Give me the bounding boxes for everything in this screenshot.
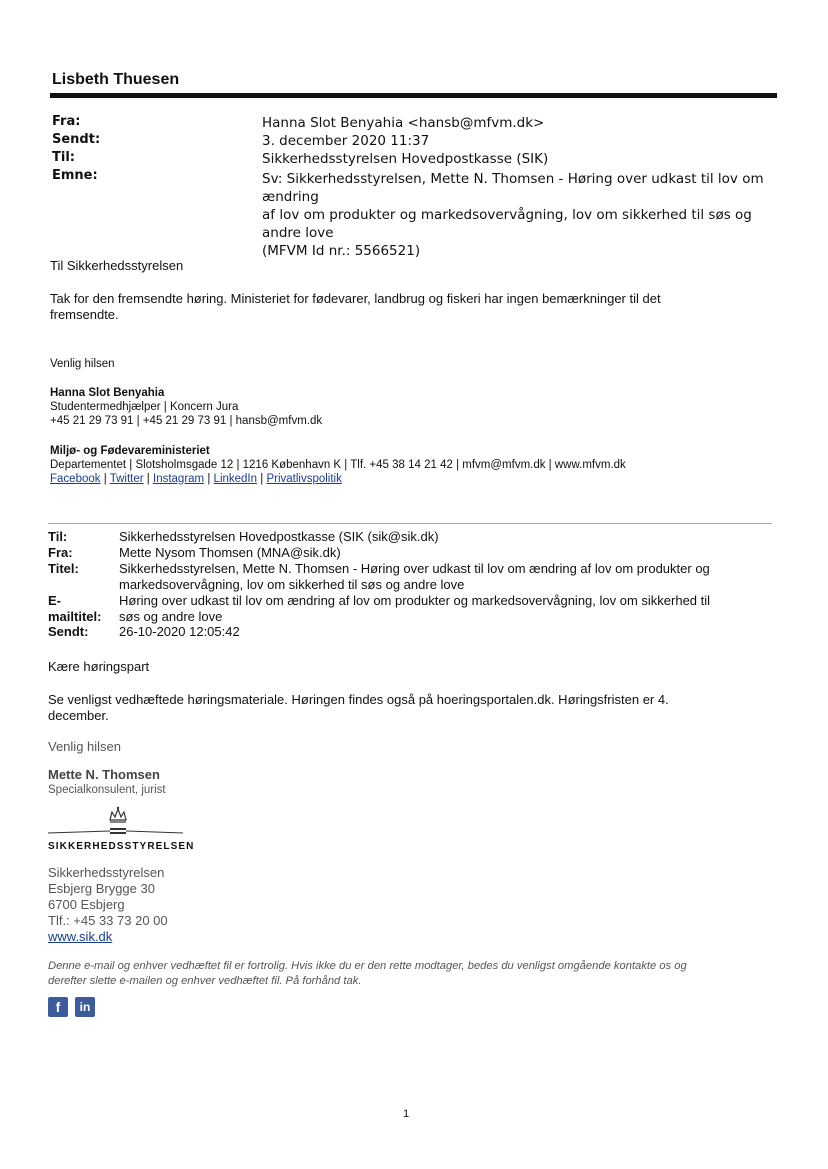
fw-title-label: Titel: — [48, 561, 79, 576]
page-number: 1 — [403, 1108, 410, 1120]
body-line: Se venligst vedhæftede høringsmateriale. Høringen findes også på hoeringsportalen.dk. Høringsfristen er 4. — [48, 692, 669, 707]
fw-email-title-label — [48, 593, 101, 625]
header-rule — [50, 93, 777, 98]
subject-label: Emne: — [52, 168, 98, 183]
reply-org-block — [50, 444, 626, 486]
link-separator: | — [260, 473, 264, 485]
body-line: fremsendte. — [50, 307, 119, 322]
instagram-link[interactable]: Instagram — [153, 473, 205, 485]
privacy-link[interactable]: Privatlivspolitik — [266, 473, 342, 485]
reply-greeting: Til Sikkerhedsstyrelsen — [50, 258, 184, 273]
reply-signature — [50, 386, 322, 428]
to-value: Sikkerhedsstyrelsen Hovedpostkasse (SIK) — [262, 151, 549, 167]
facebook-icon[interactable]: f — [48, 997, 68, 1017]
fw-to-value: Sikkerhedsstyrelsen Hovedpostkasse (SIK (sik@sik.dk) — [119, 529, 439, 544]
linkedin-link[interactable]: LinkedIn — [213, 473, 258, 485]
logo-wordmark: SIKKERHEDSSTYRELSEN — [48, 841, 195, 852]
sent-value: 3. december 2020 11:37 — [262, 133, 430, 149]
signature-links — [50, 472, 626, 486]
fw-to-label: Til: — [48, 529, 68, 544]
signature-address: Departementet | Slotsholmsgade 12 | 1216 København K | Tlf. +45 38 14 21 42 | mfvm@mfvm.dk | www.mfvm.dk — [50, 459, 626, 471]
subject-line: Sv: Sikkerhedsstyrelsen, Mette N. Thomsen - Høring over udkast til lov om ændring — [262, 171, 764, 205]
sender-name: Lisbeth Thuesen — [52, 71, 180, 88]
fw-sent-label: Sendt: — [48, 624, 89, 639]
sikkerhedsstyrelsen-crown-logo — [48, 806, 188, 840]
subject-value — [262, 170, 782, 260]
fw-sent-value: 26-10-2020 12:05:42 — [119, 624, 240, 639]
org-address-line: Esbjerg Brygge 30 — [48, 881, 155, 896]
fw-title-value — [119, 561, 769, 593]
sent-label: Sendt: — [52, 132, 101, 147]
email-title-line: søs og andre love — [119, 609, 223, 624]
link-separator: | — [207, 473, 211, 485]
subject-line: (MFVM Id nr.: 5566521) — [262, 243, 421, 259]
disclaimer — [48, 959, 808, 989]
linkedin-icon[interactable]: in — [75, 997, 95, 1017]
fw-body — [48, 692, 788, 724]
website-link[interactable]: www.sik.dk — [48, 929, 113, 944]
label-line: E- — [48, 593, 61, 608]
subject-line: af lov om produkter og markedsovervågning, lov om sikkerhed til søs og andre love — [262, 207, 752, 241]
to-label: Til: — [52, 150, 75, 165]
from-value: Hanna Slot Benyahia <hansb@mfvm.dk> — [262, 115, 545, 131]
forward-separator — [48, 523, 772, 524]
fw-from-label: Fra: — [48, 545, 73, 560]
fw-org-address — [48, 865, 168, 929]
fw-signature-name: Mette N. Thomsen — [48, 767, 160, 782]
reply-closing: Venlig hilsen — [50, 358, 115, 370]
title-line: Sikkerhedsstyrelsen, Mette N. Thomsen - Høring over udkast til lov om ændring af lov om produkter og — [119, 561, 710, 576]
disclaimer-line: Denne e-mail og enhver vedhæftet fil er fortrolig. Hvis ikke du er den rette modtager, bedes du venligst omgående kontakte os og — [48, 960, 687, 972]
fw-signature-role: Specialkonsulent, jurist — [48, 784, 166, 796]
signature-contact: +45 21 29 73 91 | +45 21 29 73 91 | hansb@mfvm.dk — [50, 415, 323, 427]
signature-name: Hanna Slot Benyahia — [50, 387, 165, 399]
facebook-link[interactable]: Facebook — [50, 473, 101, 485]
twitter-link[interactable]: Twitter — [109, 473, 144, 485]
body-line: Tak for den fremsendte høring. Ministeriet for fødevarer, landbrug og fiskeri har ingen bemærkninger til det — [50, 291, 661, 306]
reply-body — [50, 291, 790, 323]
fw-email-title-value — [119, 593, 769, 625]
email-title-line: Høring over udkast til lov om ændring af lov om produkter og markedsovervågning, lov om sikkerhed til — [119, 593, 711, 608]
signature-role: Studentermedhjælper | Koncern Jura — [50, 401, 239, 413]
fw-signature — [48, 767, 166, 797]
fw-closing: Venlig hilsen — [48, 739, 121, 754]
org-address-line: 6700 Esbjerg — [48, 897, 125, 912]
disclaimer-line: derefter slette e-mailen og enhver vedhæftet fil. På forhånd tak. — [48, 975, 362, 987]
org-name: Sikkerhedsstyrelsen — [48, 865, 165, 880]
signature-org: Miljø- og Fødevareministeriet — [50, 445, 210, 457]
link-separator: | — [146, 473, 150, 485]
link-separator: | — [103, 473, 107, 485]
from-label: Fra: — [52, 114, 81, 129]
body-line: december. — [48, 708, 109, 723]
label-line: mailtitel: — [48, 609, 102, 624]
title-line: markedsovervågning, lov om sikkerhed til søs og andre love — [119, 577, 465, 592]
fw-greeting: Kære høringspart — [48, 659, 150, 674]
fw-from-value: Mette Nysom Thomsen (MNA@sik.dk) — [119, 545, 341, 560]
org-phone: Tlf.: +45 33 73 20 00 — [48, 913, 168, 928]
